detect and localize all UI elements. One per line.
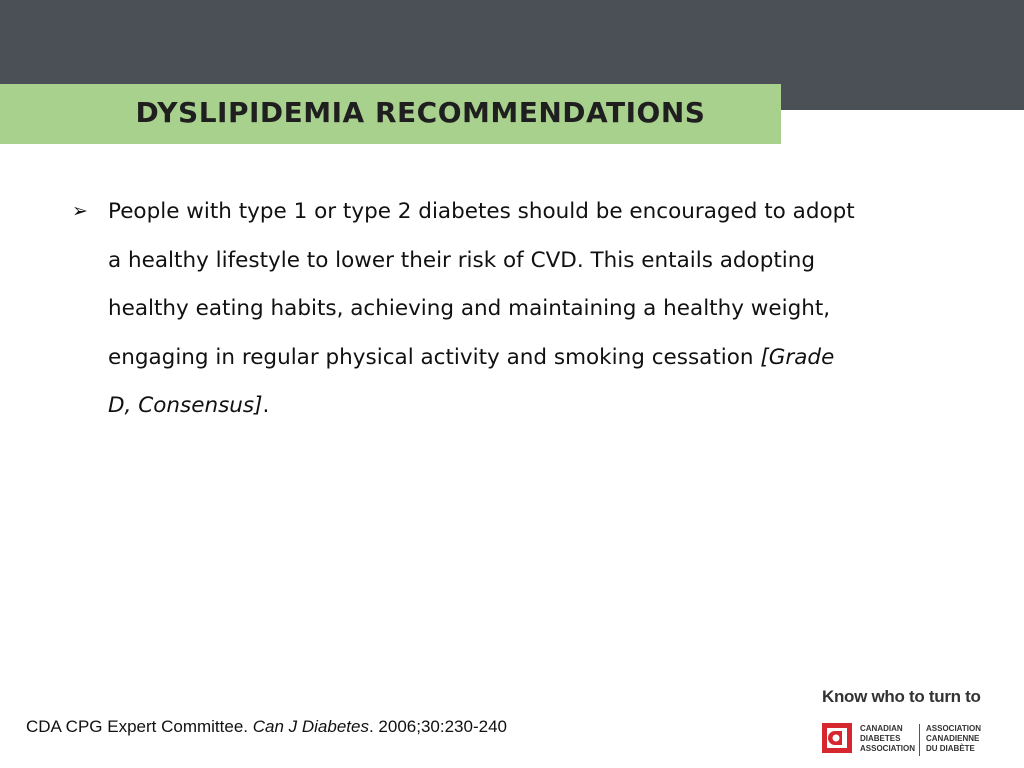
citation-journal: Can J Diabetes (252, 717, 369, 736)
cda-logo-icon (822, 723, 852, 753)
grade-label: [Grade D, Consensus] (108, 344, 835, 418)
citation (26, 717, 507, 737)
slide-content (72, 188, 862, 431)
citation-details: . 2006;30:230-240 (368, 717, 507, 736)
logo-tagline: Know who to turn to (822, 687, 981, 706)
bullet-text (108, 188, 862, 431)
logo-org-french: ASSOCIATION CANADIENNE DU DIABÈTE (926, 724, 981, 753)
citation-authors: CDA CPG Expert Committee. (26, 717, 253, 736)
logo-org-english: CANADIAN DIABETES ASSOCIATION (860, 724, 915, 753)
bullet-item (72, 188, 862, 431)
arrow-bullet-icon: ➢ (72, 201, 88, 222)
slide-title: DYSLIPIDEMIA RECOMMENDATIONS (135, 96, 706, 129)
bullet-text-main: People with type 1 or type 2 diabetes should be encouraged to adopt a healthy lifestyle to lower their risk of CVD. This entails adopting healthy eating habits, achieving and maintaining a healthy weight, engaging in regular physical activity and smoking cessation (108, 199, 855, 370)
logo-divider (919, 724, 920, 756)
bullet-text-end: . (262, 393, 270, 418)
